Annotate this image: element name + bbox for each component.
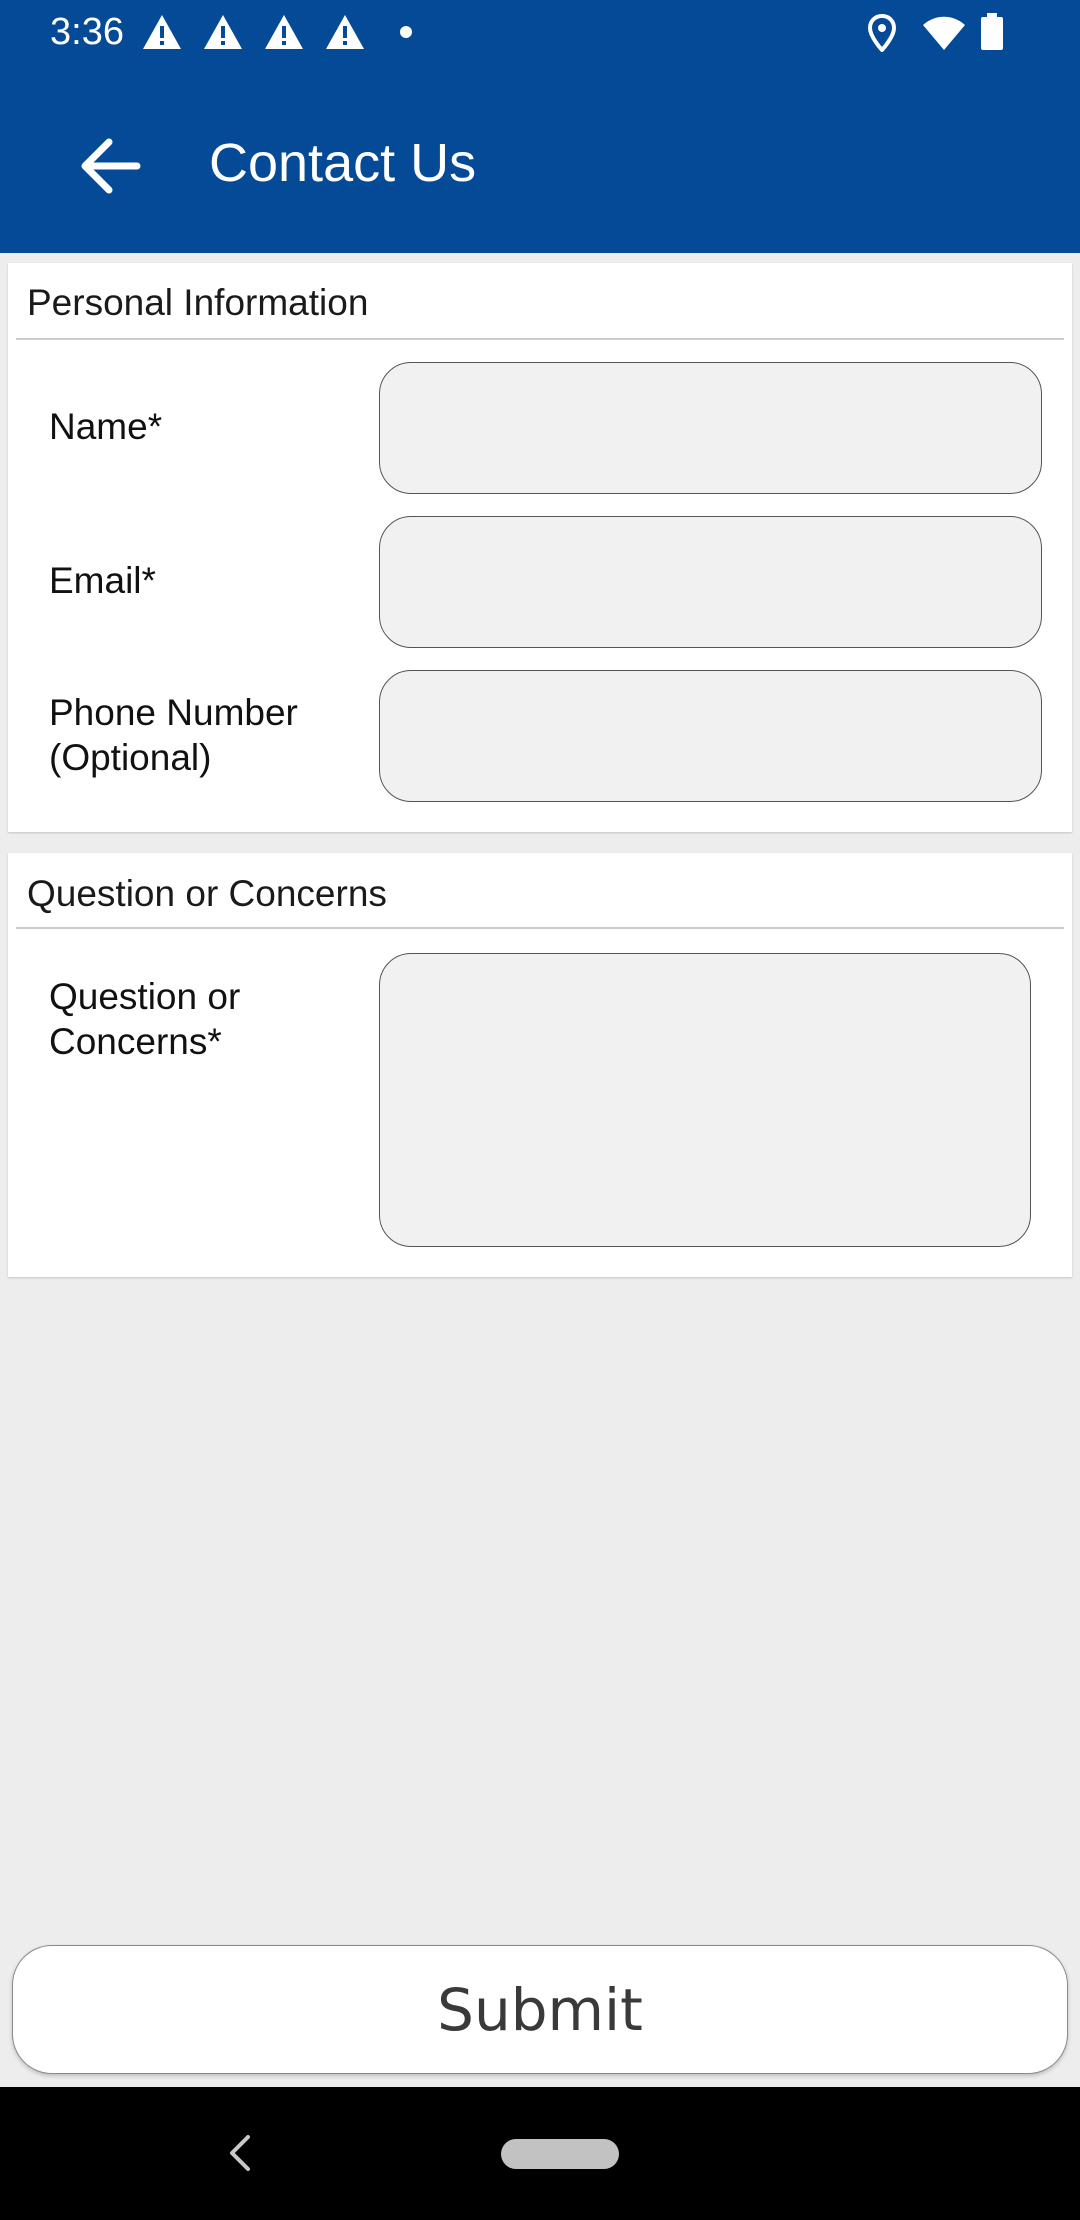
name-input[interactable] <box>379 362 1042 494</box>
navigation-bar <box>0 2087 1080 2220</box>
wifi-icon <box>922 15 966 51</box>
question-label: Question or Concerns* <box>49 976 241 1062</box>
home-pill-icon[interactable] <box>501 2139 619 2169</box>
email-label: Email* <box>49 560 156 601</box>
dot-icon <box>399 25 413 39</box>
location-icon <box>867 14 897 52</box>
email-input[interactable] <box>379 516 1042 648</box>
question-textarea[interactable] <box>379 953 1031 1247</box>
back-button[interactable] <box>70 126 150 206</box>
nav-back-icon[interactable] <box>222 2131 258 2175</box>
warning-icon <box>325 14 365 50</box>
submit-button[interactable]: Submit <box>12 1945 1068 2074</box>
arrow-left-icon <box>79 138 141 194</box>
question-card <box>8 853 1072 1277</box>
section-title-question: Question or Concerns <box>27 873 387 914</box>
warning-icon <box>264 14 304 50</box>
section-divider <box>16 927 1064 929</box>
warning-icon <box>203 14 243 50</box>
personal-information-card <box>8 263 1072 832</box>
header <box>0 0 1080 253</box>
app-bar <box>0 66 1080 253</box>
section-divider <box>16 338 1064 340</box>
status-bar <box>0 0 1080 66</box>
phone-input[interactable] <box>379 670 1042 802</box>
phone-label: Phone Number (Optional) <box>49 692 298 778</box>
battery-icon <box>980 13 1004 51</box>
page-title: Contact Us <box>209 133 477 193</box>
section-title-personal: Personal Information <box>27 282 369 323</box>
warning-icon <box>142 14 182 50</box>
status-time: 3:36 <box>50 11 124 53</box>
name-label: Name* <box>49 406 163 447</box>
